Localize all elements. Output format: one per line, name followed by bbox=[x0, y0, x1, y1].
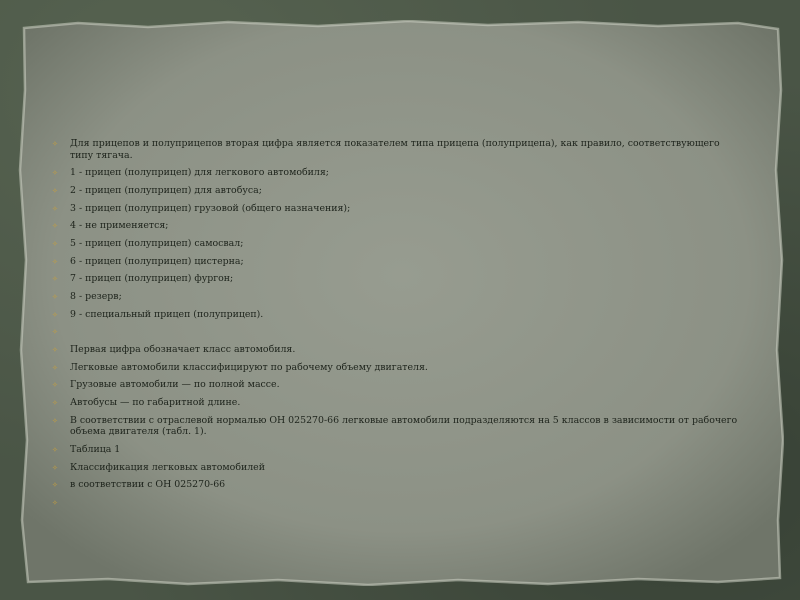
bullet-text: Автобусы — по габаритной длине. bbox=[70, 397, 241, 409]
bullet-text: 4 - не применяется; bbox=[70, 220, 169, 232]
bullet-item bbox=[52, 379, 742, 391]
bullet-text: Грузовые автомобили — по полной массе. bbox=[70, 379, 280, 391]
bullet-text: Классификация легковых автомобилей bbox=[70, 461, 265, 473]
bullet-text: Первая цифра обозначает класс автомобиля. bbox=[70, 344, 296, 356]
bullet-item bbox=[52, 309, 742, 321]
bullet-text: 8 - резерв; bbox=[70, 291, 122, 302]
bullet-icon: ✧ bbox=[52, 257, 58, 266]
bullet-item bbox=[52, 238, 742, 250]
bullet-list bbox=[52, 138, 742, 509]
bullet-icon: ✧ bbox=[52, 499, 58, 508]
bullet-item bbox=[52, 497, 742, 509]
bullet-icon: ✧ bbox=[52, 481, 58, 490]
bullet-text: Легковые автомобили классифицируют по рабочему объему двигателя. bbox=[70, 361, 428, 373]
bullet-item bbox=[52, 326, 742, 338]
bullet-icon: ✧ bbox=[52, 363, 58, 372]
bullet-text: 3 - прицеп (полуприцеп) грузовой (общего назначения); bbox=[70, 202, 351, 214]
bullet-icon: ✧ bbox=[52, 416, 58, 425]
bullet-item bbox=[52, 444, 742, 456]
bullet-item bbox=[52, 362, 742, 374]
bullet-text: в соответствии с ОН 025270-66 bbox=[70, 479, 226, 491]
bullet-icon: ✧ bbox=[52, 463, 58, 472]
bullet-item bbox=[52, 273, 742, 285]
bullet-icon: ✧ bbox=[52, 275, 58, 284]
bullet-text: 9 - специальный прицеп (полуприцеп). bbox=[70, 308, 264, 320]
bullet-icon: ✧ bbox=[52, 186, 58, 195]
bullet-icon: ✧ bbox=[52, 239, 58, 248]
bullet-text: 1 - прицеп (полуприцеп) для легкового автомобиля; bbox=[70, 167, 329, 179]
bullet-item bbox=[52, 479, 742, 491]
bullet-text: Таблица 1 bbox=[70, 444, 121, 455]
bullet-icon: ✧ bbox=[52, 140, 58, 148]
bullet-text: 6 - прицеп (полуприцеп) цистерна; bbox=[70, 255, 244, 267]
bullet-item bbox=[52, 344, 742, 356]
bullet-icon: ✧ bbox=[52, 293, 58, 301]
bullet-item bbox=[52, 220, 742, 232]
bullet-text: 5 - прицеп (полуприцеп) самосвал; bbox=[70, 237, 244, 249]
bullet-text: Для прицепов и полуприцепов вторая цифра является показателем типа прицепа (полуприцепа), как правило, соответствующего типу тягача. bbox=[70, 138, 720, 161]
bullet-item bbox=[52, 415, 742, 438]
bullet-text: В соответствии с отраслевой нормалью ОН 025270-66 легковые автомобили подразделяются на 5 классов в зависимости от рабочего объема двигателя (табл. 1). bbox=[70, 414, 738, 438]
bullet-text: 7 - прицеп (полуприцеп) фургон; bbox=[70, 273, 234, 285]
bullet-icon: ✧ bbox=[52, 399, 58, 408]
bullet-icon: ✧ bbox=[52, 204, 58, 213]
bullet-item bbox=[52, 256, 742, 268]
bullet-icon: ✧ bbox=[52, 346, 58, 355]
content-area bbox=[52, 138, 742, 515]
bullet-item bbox=[52, 138, 742, 161]
bullet-item bbox=[52, 291, 742, 303]
bullet-text: 2 - прицеп (полуприцеп) для автобуса; bbox=[70, 184, 262, 196]
bullet-icon: ✧ bbox=[52, 328, 58, 337]
bullet-icon: ✧ bbox=[52, 446, 58, 454]
bullet-icon: ✧ bbox=[52, 310, 58, 319]
bullet-icon: ✧ bbox=[52, 169, 58, 178]
bullet-item bbox=[52, 185, 742, 197]
bullet-icon: ✧ bbox=[52, 381, 58, 390]
bullet-item bbox=[52, 167, 742, 179]
bullet-item bbox=[52, 462, 742, 474]
bullet-item bbox=[52, 397, 742, 409]
bullet-icon: ✧ bbox=[52, 222, 58, 231]
bullet-item bbox=[52, 203, 742, 215]
